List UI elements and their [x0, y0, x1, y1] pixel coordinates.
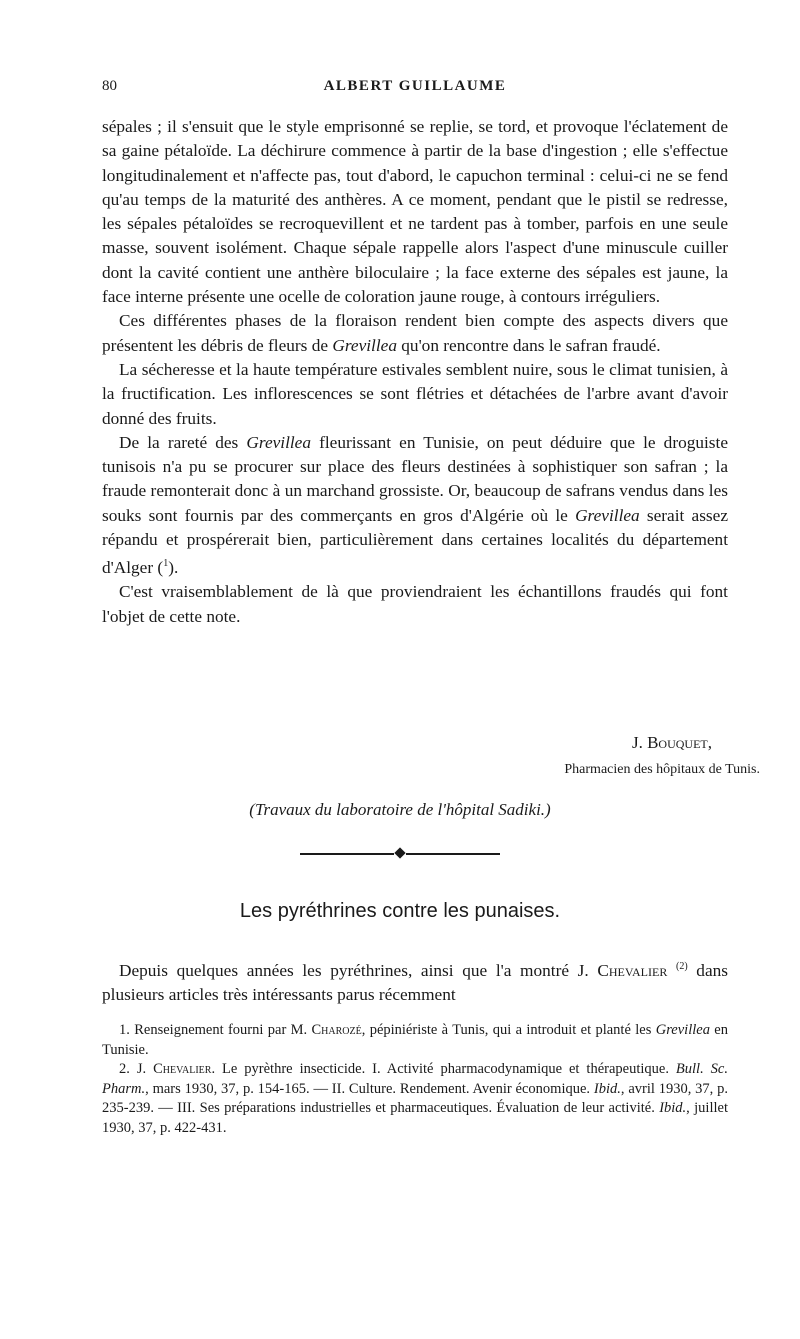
footnote-1-text-c: en Tunisie. [102, 1022, 728, 1058]
article-title: Les pyréthrines contre les punaises. [239, 900, 561, 922]
signature-title: Pharmacien des hôpitaux de Tunis. [564, 762, 760, 777]
paragraph-2 [102, 309, 728, 358]
genus-name: Grevillea [655, 1022, 710, 1038]
article-2-intro [102, 955, 728, 1007]
paragraph-4 [102, 431, 728, 581]
running-head-author: ALBERT GUILLAUME [323, 78, 507, 94]
person-name: Chevalier [153, 1061, 212, 1078]
genus-name: Grevillea [575, 505, 640, 525]
footnote-2-text-d: , avril 1930, 37, p. 235-239. — III. Ses préparations industrielles et pharmaceutiques. Évaluation de leur activité. [102, 1080, 728, 1117]
ibid: Ibid. [593, 1080, 621, 1097]
article-body [102, 115, 728, 629]
genus-name: Grevillea [332, 335, 397, 355]
paragraph-2-text-b: qu'on rencontre dans le safran fraudé. [396, 335, 661, 355]
separator-rule-left [300, 853, 394, 855]
running-header [102, 78, 728, 100]
paragraph-1-text: sépales ; il s'ensuit que le style emprisonné se replie, se tord, et provoque l'éclatement de sa gaine pétaloïde. La déchirure commence à partir de la base d'ingestion ; elle s'effectue longitudinalement et n'affecte pas, tout d'abord, le capuchon terminal : celui-ci ne se fend qu'au temps de la maturité des anthères. A ce moment, pendant que le pistil se redresse, les sépales pétaloïdes se recroquevillent et ne tardent pas à tomber, parfois en une seule masse, souvent isolément. Chaque sépale rappelle alors l'aspect d'une minuscule cuiller dont la cavité contient une anthère biloculaire ; la face externe des sépales est jaune, la face interne présente une ocelle de coloration jaune rouge, à contours irréguliers. [102, 117, 728, 307]
intro-text-a: Depuis quelques années les pyréthrines, ainsi que l'a montré J. [119, 960, 598, 980]
footnote-1-text-a: 1. Renseignement fourni par M. [119, 1022, 312, 1038]
footnote-2 [102, 1060, 728, 1138]
footnote-1-text-b: , pépiniériste à Tunis, qui a introduit et planté les [361, 1022, 656, 1038]
paragraph-4-text-d: ). [168, 558, 179, 578]
footnote-1 [102, 1021, 728, 1060]
page-number: 80 [102, 78, 117, 94]
footnote-2-text-a: 2. J. [119, 1061, 154, 1078]
footnotes [102, 1021, 728, 1139]
footnote-ref-2: (2) [675, 961, 688, 972]
laboratory-note: (Travaux du laboratoire de l'hôpital Sadiki.) [249, 800, 551, 819]
person-name: Charozé [311, 1022, 362, 1038]
section-separator [300, 846, 500, 862]
footnote-ref-1: 1 [163, 558, 169, 570]
paragraph-3-text: La sécheresse et la haute température estivales semblent nuire, sous le climat tunisien, à la fructification. Les inflorescences se sont flétries et détachées de l'arbre avant d'avoir donné des fruits. [102, 359, 728, 428]
paragraph-5 [102, 580, 728, 629]
separator-rule-right [406, 853, 500, 855]
diamond-ornament-icon [394, 847, 405, 858]
ibid: Ibid. [659, 1100, 687, 1117]
article-2-body [102, 955, 728, 1007]
intro-text-b: dans plusieurs articles très intéressants parus récemment [102, 960, 728, 1005]
genus-name: Grevillea [246, 432, 311, 452]
paragraph-4-text-a: De la rareté des [119, 432, 247, 452]
paragraph-3 [102, 358, 728, 431]
footnote-2-text-c: , mars 1930, 37, p. 154-165. — II. Culture. Rendement. Avenir économique. [145, 1080, 594, 1097]
paragraph-2-text-a: Ces différentes phases de la floraison rendent bien compte des aspects divers que présentent les débris de fleurs de [102, 311, 728, 355]
footnote-2-text-b: . Le pyrèthre insecticide. I. Activité pharmacodynamique et thérapeutique. [211, 1061, 676, 1078]
signature-name: J. Bouquet, [631, 733, 712, 752]
paragraph-4-text-c: serait assez répandu et prospérerait bien, particulièrement dans certaines localités du département d'Alger ( [102, 505, 728, 578]
journal-name: Bull. Sc. Pharm. [102, 1061, 728, 1097]
paragraph-5-text: C'est vraisemblablement de là que proviendraient les échantillons fraudés qui font l'objet de cette note. [102, 582, 728, 626]
paragraph-1 [102, 115, 728, 309]
author-name: Chevalier [597, 960, 668, 980]
footnote-2-text-e: , juillet 1930, 37, p. 422-431. [102, 1100, 728, 1136]
paragraph-4-text-b: fleurissant en Tunisie, on peut déduire que le droguiste tunisois n'a pu se procurer sur place des fleurs destinées à sophistiquer son safran ; la fraude remonterait donc à un marchand grossiste. Or, beaucoup de safrans vendus dans les souks sont fournis par des commerçants en gros d'Algérie où le [102, 432, 728, 525]
